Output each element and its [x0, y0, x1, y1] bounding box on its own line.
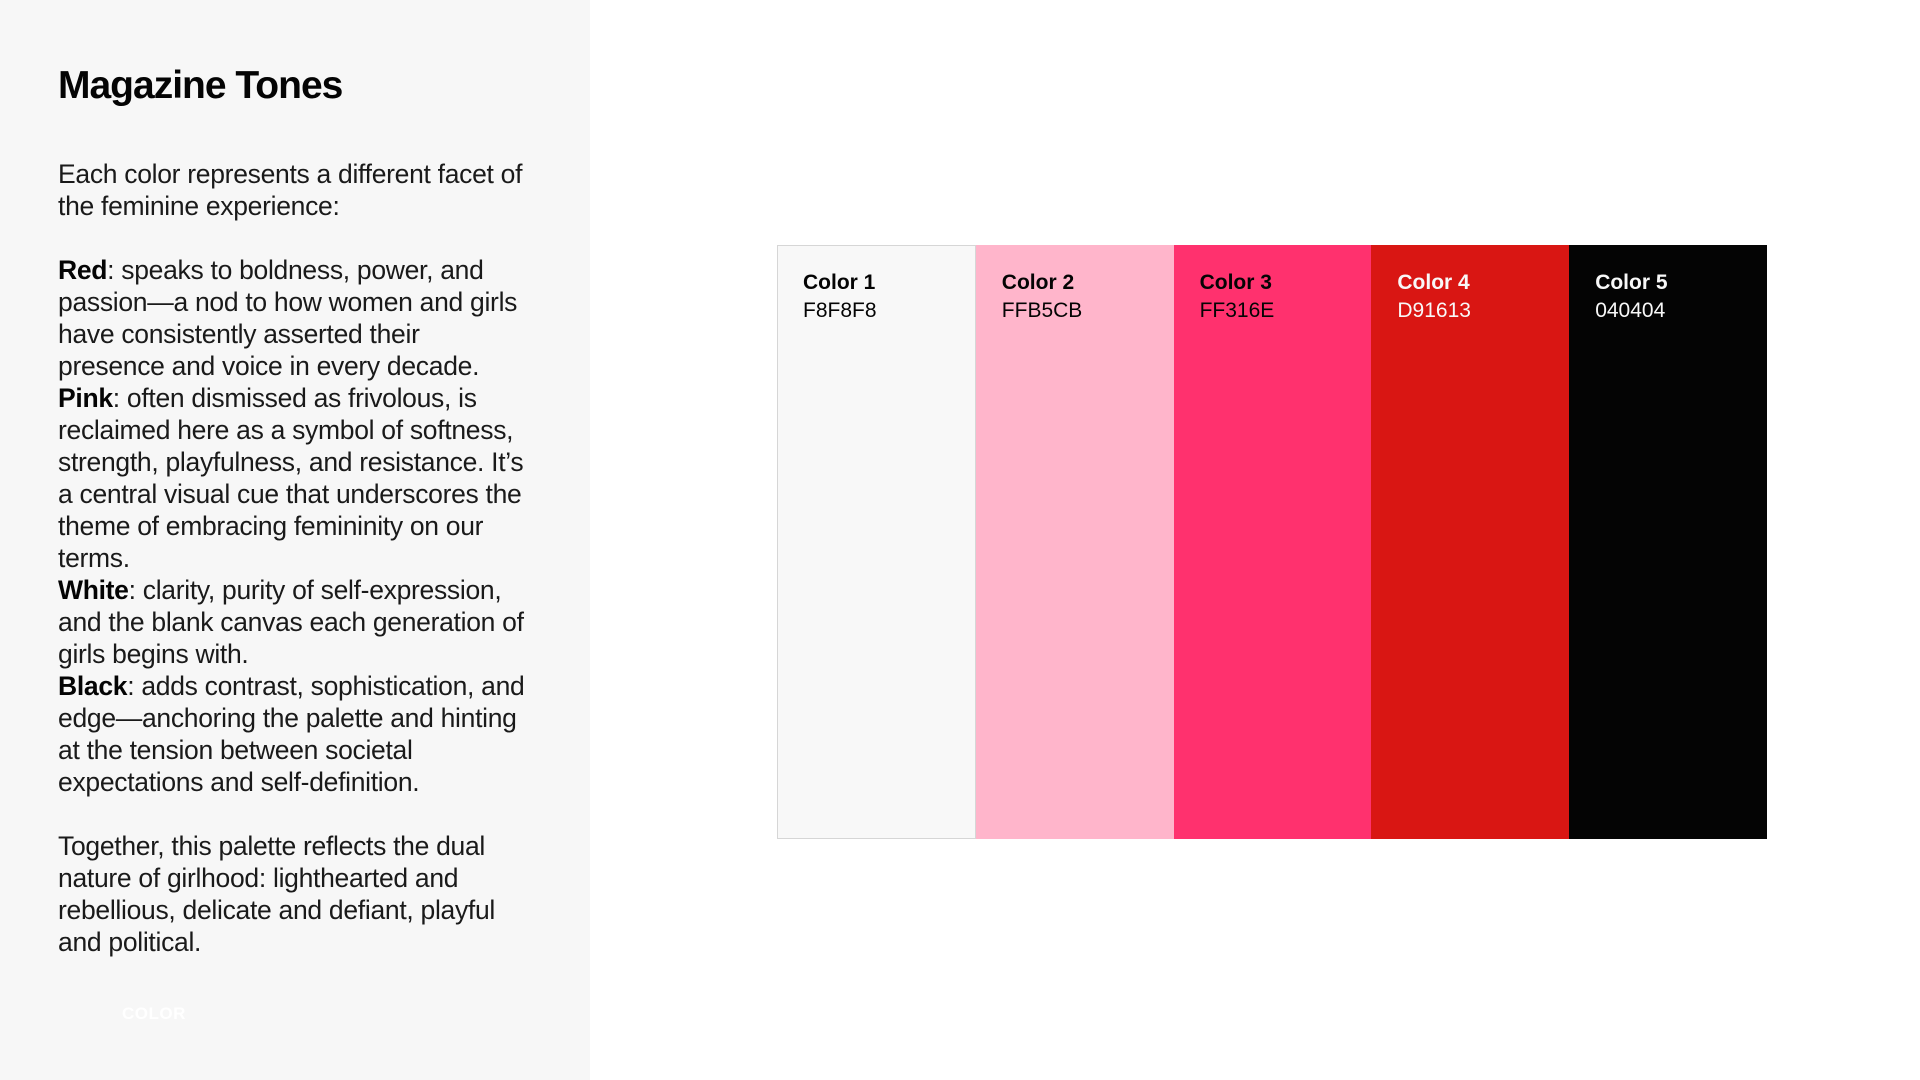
term-white: White: [58, 575, 129, 605]
swatch-color-4: [1371, 245, 1569, 839]
intro-paragraph: Each color represents a different facet of the feminine experience:: [58, 159, 523, 221]
swatch-color-1: [777, 245, 976, 839]
swatch-color-5: [1569, 245, 1767, 839]
text-pink: : often dismissed as frivolous, is reclaimed here as a symbol of softness, strength, playfulness, and resistance. It’s a central visual cue that underscores the theme of embracing femininity on our terms.: [58, 383, 524, 573]
swatch-hex-code: 040404: [1595, 299, 1666, 322]
description-black: [58, 670, 528, 798]
term-red: Red: [58, 255, 108, 285]
paragraph-gap: [58, 798, 528, 830]
description-white: [58, 574, 528, 670]
swatch-hex-code: F8F8F8: [803, 299, 877, 322]
swatch-name: Color 5: [1595, 271, 1668, 294]
swatch-hex-code: D91613: [1397, 299, 1471, 322]
page-title: Magazine Tones: [58, 64, 343, 107]
swatch-hex-code: FF316E: [1199, 299, 1275, 322]
text-red: : speaks to boldness, power, and passion—a nod to how women and girls have consistently asserted their presence and voice in every decade.: [58, 255, 518, 381]
swatch-color-2: [976, 245, 1174, 839]
term-pink: Pink: [58, 383, 113, 413]
color-palette: [777, 245, 1767, 839]
swatch-name: Color 2: [1001, 271, 1075, 294]
term-black: Black: [58, 671, 128, 701]
swatch-name: Color 4: [1397, 271, 1470, 294]
swatch-name: Color 1: [803, 271, 876, 294]
text-white: : clarity, purity of self-expression, and the blank canvas each generation of girls begins with.: [58, 575, 524, 669]
description-pink: [58, 382, 528, 574]
description-text: [58, 158, 528, 958]
text-black: : adds contrast, sophistication, and edge—anchoring the palette and hinting at the tension between societal expectations and self-definition.: [58, 671, 525, 797]
description-panel: [0, 0, 590, 1080]
section-tag: COLOR: [122, 1004, 186, 1023]
description-red: [58, 254, 528, 382]
swatch-name: Color 3: [1199, 271, 1272, 294]
conclusion-paragraph: Together, this palette reflects the dual nature of girlhood: lighthearted and rebellious, delicate and defiant, playful and political.: [58, 831, 496, 957]
swatch-color-3: [1174, 245, 1372, 839]
paragraph-gap: [58, 222, 528, 254]
swatch-hex-code: FFB5CB: [1001, 299, 1083, 322]
